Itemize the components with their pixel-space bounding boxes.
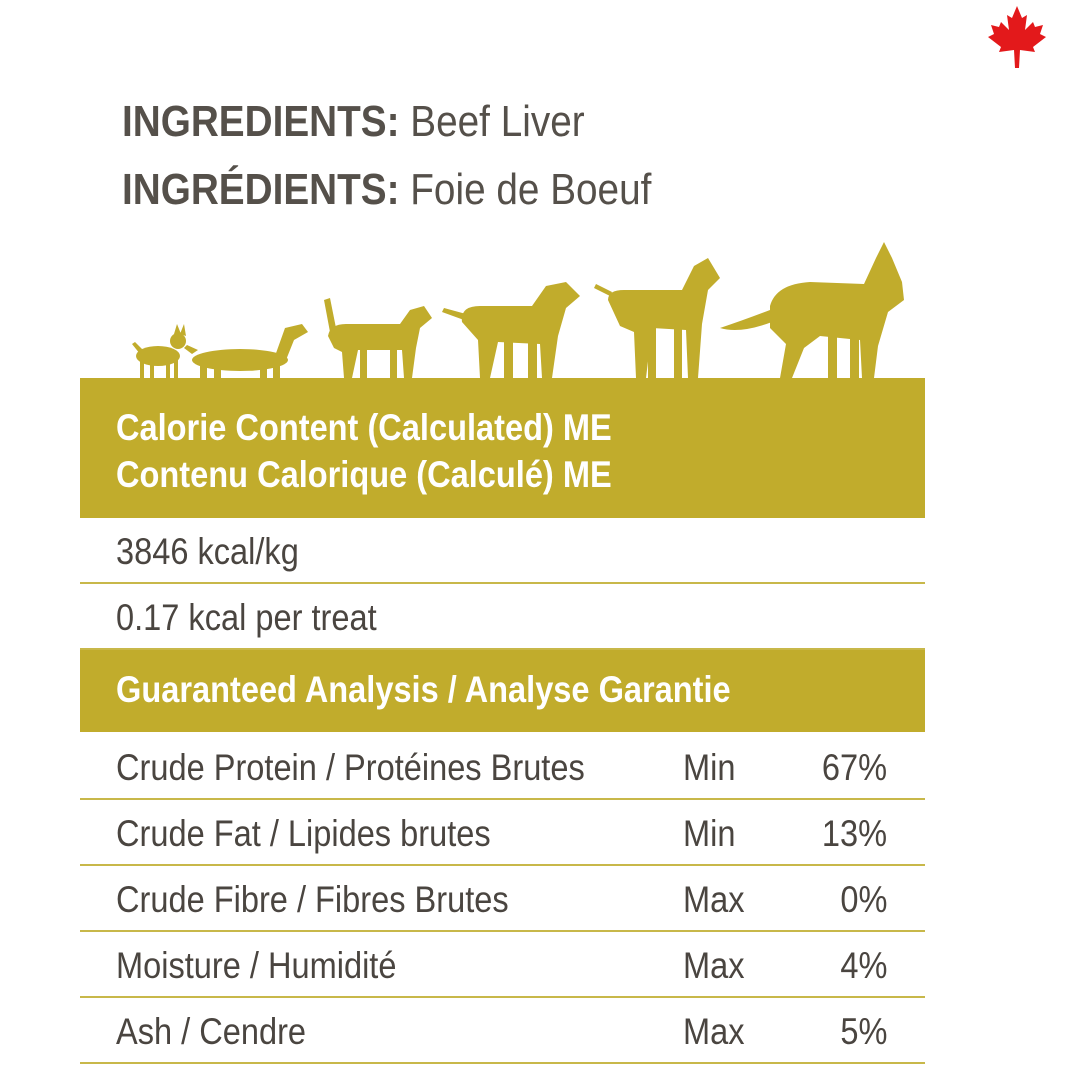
analysis-value: 13% (821, 813, 887, 854)
calorie-per-kg: 3846 kcal/kg (116, 531, 299, 572)
maple-leaf-icon (985, 4, 1049, 70)
dog-silhouette-icon (184, 324, 308, 378)
analysis-row (80, 998, 925, 1064)
analysis-row (80, 734, 925, 800)
ingredients-fr (122, 156, 651, 224)
analysis-qualifier: Max (683, 1011, 745, 1052)
analysis-name: Ash / Cendre (116, 1011, 307, 1052)
dog-silhouette-icon (442, 282, 580, 378)
analysis-row (80, 932, 925, 998)
analysis-qualifier: Max (683, 945, 745, 986)
calorie-heading-fr: Contenu Calorique (Calculé) ME (116, 454, 612, 495)
calorie-content-header (80, 378, 925, 518)
analysis-row (80, 866, 925, 932)
ingredients-value-fr: Foie de Boeuf (410, 165, 652, 214)
analysis-qualifier: Max (683, 879, 745, 920)
calorie-per-treat: 0.17 kcal per treat (116, 597, 377, 638)
analysis-value: 5% (839, 1011, 887, 1052)
analysis-qualifier: Min (683, 813, 736, 854)
analysis-qualifier: Min (683, 747, 736, 788)
ingredients-en (122, 88, 651, 156)
analysis-name: Moisture / Humidité (116, 945, 397, 986)
dog-silhouette-icon (324, 298, 432, 378)
ingredients-value-en: Beef Liver (410, 97, 585, 146)
analysis-name: Crude Protein / Protéines Brutes (116, 747, 585, 788)
analysis-value: 67% (821, 747, 887, 788)
analysis-name: Crude Fat / Lipides brutes (116, 813, 491, 854)
analysis-heading: Guaranteed Analysis / Analyse Garantie (116, 669, 731, 710)
guaranteed-analysis-header (80, 650, 925, 732)
ingredients-block (122, 88, 724, 224)
analysis-value: 4% (839, 945, 887, 986)
ingredients-label-en: INGREDIENTS: (122, 97, 400, 146)
ingredients-label-fr: INGRÉDIENTS: (122, 165, 400, 214)
dog-silhouette-icon (594, 258, 720, 378)
calorie-heading-en: Calorie Content (Calculated) ME (116, 407, 612, 448)
calorie-per-treat-row (80, 584, 925, 650)
analysis-row (80, 800, 925, 866)
dog-silhouette-icon (720, 242, 904, 378)
calorie-per-kg-row (80, 518, 925, 584)
analysis-value: 0% (839, 879, 887, 920)
analysis-name: Crude Fibre / Fibres Brutes (116, 879, 509, 920)
dog-silhouette-icon (132, 324, 186, 378)
dog-silhouettes-illustration (80, 236, 926, 380)
